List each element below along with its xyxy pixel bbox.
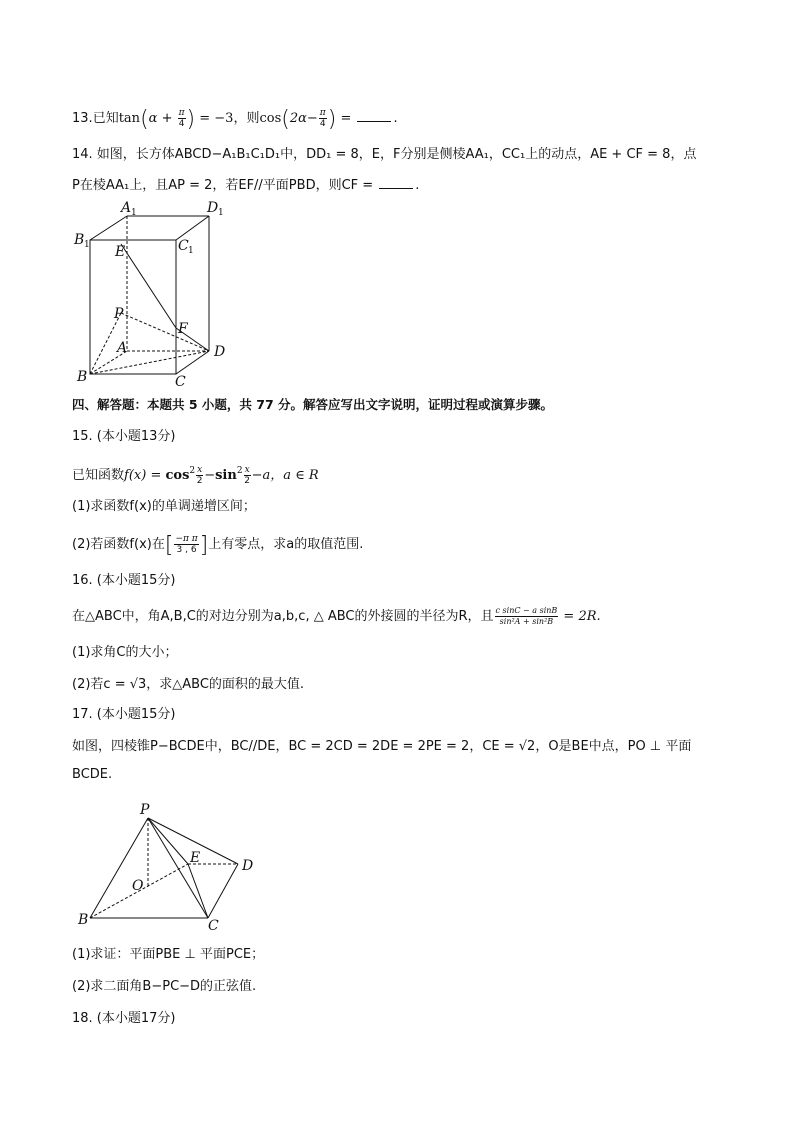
edge-pb bbox=[90, 818, 148, 918]
svg-text:1: 1 bbox=[188, 246, 194, 256]
question-14-line1: 14. 如图，长方体ABCD−A₁B₁C₁D₁中，DD₁ = 8，E，F分别是侧棱AA₁，CC₁上的动点，AE + CF = 8，点 bbox=[72, 147, 697, 162]
answer-blank bbox=[357, 109, 391, 122]
answer-blank bbox=[379, 176, 413, 189]
label-a: A bbox=[117, 340, 128, 356]
question-17-part2: (2)求二面角B−PC−D的正弦值. bbox=[72, 979, 257, 994]
question-16-part2: (2)若c = √3，求△ABC的面积的最大值. bbox=[72, 677, 305, 692]
edge-pe bbox=[148, 818, 188, 864]
edge-d1c1 bbox=[176, 216, 209, 240]
question-15-part1: (1)求函数f(x)的单调递增区间； bbox=[72, 499, 256, 514]
question-17-line1: 如图，四棱锥P−BCDE中，BC//DE，BC = 2CD = 2DE = 2PE = 2，CE = √2，O是BE中点，PO ⊥ 平面 bbox=[72, 739, 692, 754]
tan-fn: tan bbox=[118, 111, 141, 126]
question-18-head: 18. (本小题17分) bbox=[72, 1011, 176, 1026]
label-b1: B bbox=[74, 232, 85, 248]
ratio-fraction: $\frac{\text{c sinC − a sinB}}{\text{sin²A + sin²B}}$ bbox=[495, 606, 558, 626]
question-13: 13.已知tan(α + $\frac{\pi}{4}$ ) = −3，则cos(2α− $\frac{\pi}{4}$ ) = . bbox=[72, 107, 398, 132]
label-e: E bbox=[115, 244, 126, 260]
label-c: C bbox=[175, 374, 186, 388]
section-heading: 四、解答题：本题共 5 小题，共 77 分。解答应写出文字说明，证明过程或演算步骤。 bbox=[72, 397, 554, 412]
label-c: C bbox=[208, 918, 219, 934]
cos-fn: cos bbox=[259, 111, 282, 126]
label-d1: D bbox=[207, 200, 219, 216]
label-d: D bbox=[242, 858, 254, 874]
question-16-head: 16. (本小题15分) bbox=[72, 573, 176, 588]
label-b: B bbox=[77, 369, 88, 385]
label-b: B bbox=[78, 912, 89, 928]
label-o: O bbox=[132, 878, 144, 894]
question-16-stem: 在△ABC中，角A,B,C的对边分别为a,b,c, △ ABC的外接圆的半径为R，且 $\frac{\text{c sinC − a sinB}}{\text{sin²A + sin²B}}$ = 2R. bbox=[72, 606, 601, 626]
svg-text:1: 1 bbox=[131, 208, 137, 218]
segment-ef bbox=[121, 244, 176, 328]
pi-over-4-b: $\frac{\pi}{4}$ bbox=[319, 108, 326, 129]
label-c1: C bbox=[178, 238, 189, 254]
question-15-stem: 已知函数$f(x) = \cos^2$ $\frac{x}{2}$ $-\sin^2$ $\frac{x}{2}$ −a，a ∈ R bbox=[72, 465, 319, 486]
front-face bbox=[90, 240, 176, 374]
pyramid-figure bbox=[70, 798, 270, 938]
cuboid-figure bbox=[68, 196, 238, 388]
question-15-part2: (2)若函数f(x)在[ $\frac{\text{−π π}}{3 , 6}$ ]上有零点，求a的取值范围. bbox=[72, 533, 364, 558]
svg-text:1: 1 bbox=[84, 240, 90, 250]
interval: $\frac{\text{−π π}}{3 , 6}$ bbox=[175, 534, 198, 555]
edge-cd bbox=[208, 864, 238, 918]
segment-pd bbox=[121, 313, 209, 351]
label-a1: A bbox=[121, 200, 132, 216]
question-16-part1: (1)求角C的大小； bbox=[72, 645, 178, 660]
edge-a1b1 bbox=[90, 216, 127, 240]
pi-over-4: $\frac{\pi}{4}$ bbox=[178, 108, 185, 129]
question-17-part1: (1)求证：平面PBE ⊥ 平面PCE； bbox=[72, 947, 265, 962]
question-number: 13. bbox=[72, 111, 93, 126]
label-f: F bbox=[178, 321, 188, 337]
edge-cd bbox=[176, 351, 209, 374]
alpha: α bbox=[148, 111, 158, 126]
label-p: P bbox=[114, 306, 124, 322]
label-e: E bbox=[190, 850, 201, 866]
question-17-line2: BCDE. bbox=[72, 767, 113, 782]
label-p: P bbox=[140, 802, 150, 818]
question-17-head: 17. (本小题15分) bbox=[72, 707, 176, 722]
edge-ec bbox=[188, 864, 208, 918]
question-15-head: 15. (本小题13分) bbox=[72, 429, 176, 444]
question-14-line2: P在棱AA₁上，且AP = 2，若EF//平面PBD，则CF = . bbox=[72, 178, 420, 193]
q13-text: 已知 bbox=[92, 111, 119, 126]
label-d: D bbox=[214, 344, 226, 360]
svg-text:1: 1 bbox=[218, 208, 224, 218]
